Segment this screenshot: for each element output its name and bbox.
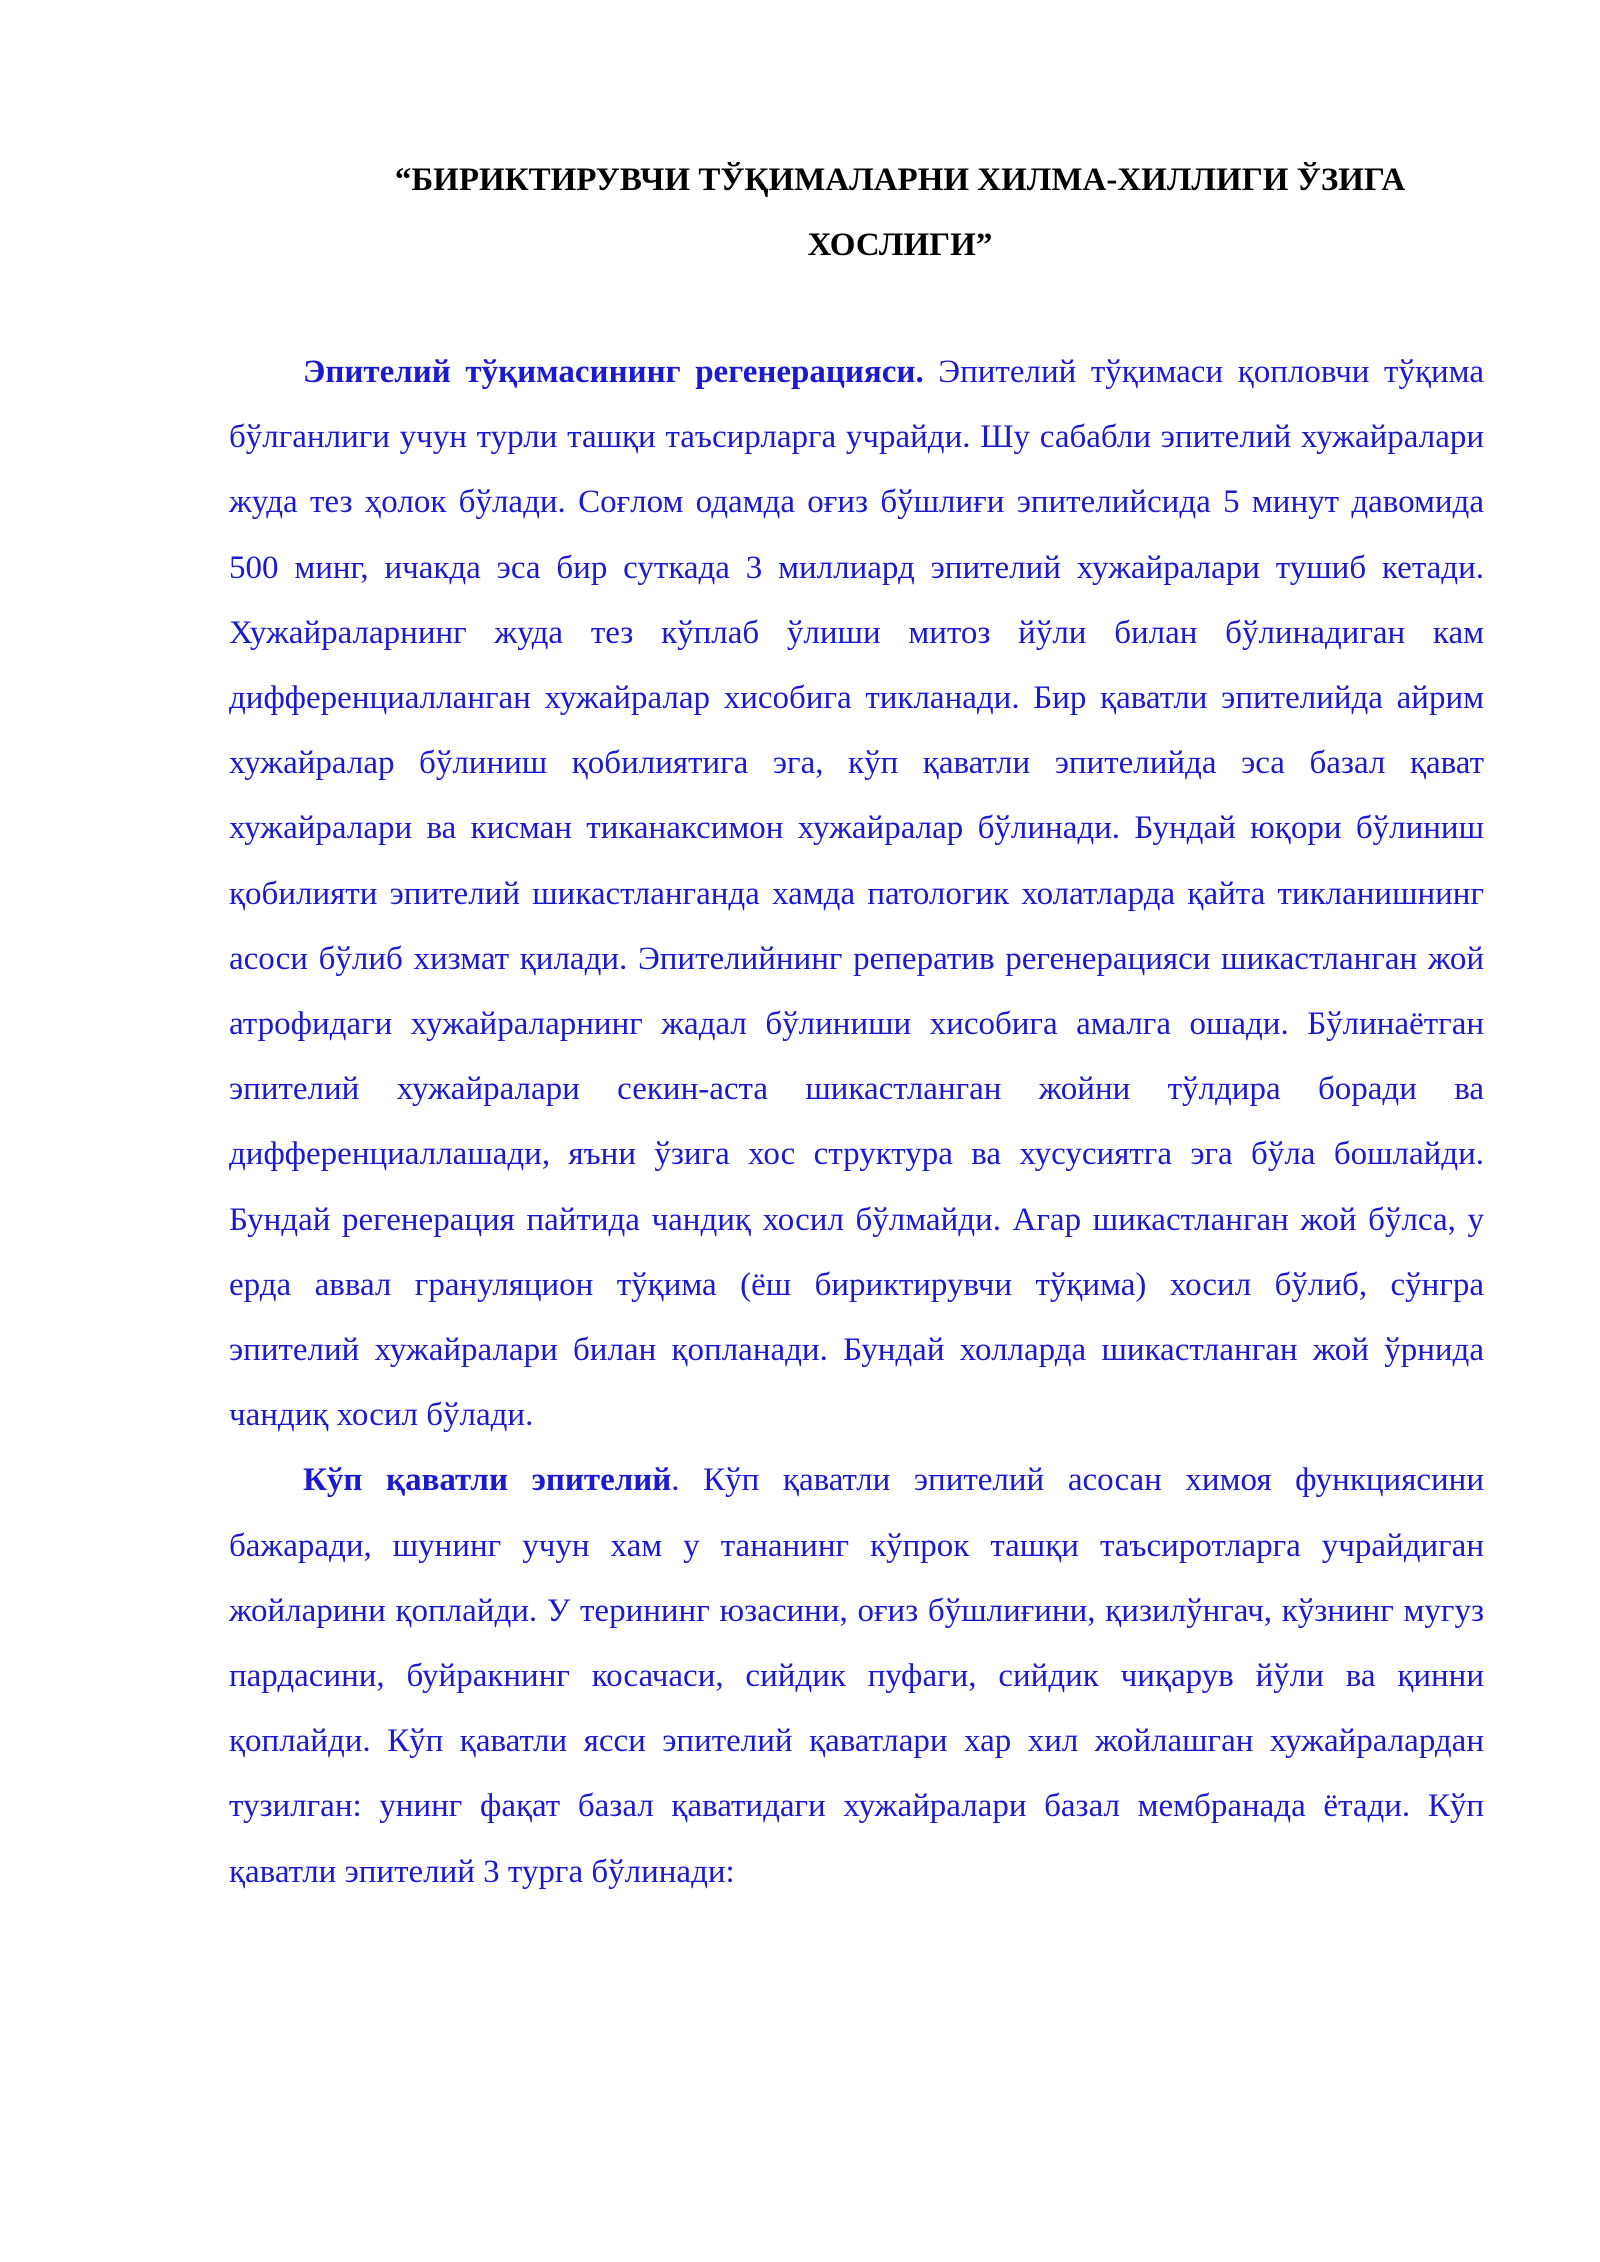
document-body: [229, 340, 1484, 1905]
paragraph-text: Эпителий тўқимаси қопловчи тўқима бўлганлиги учун турли ташқи таъсирларга учрайди. Шу сабабли эпителий хужайралари жуда тез ҳолок бўлади. Соғлом одамда оғиз бўшлиғи эпителийсида 5 минут давомида 500 минг, ичакда эса бир суткада 3 миллиард эпителий хужайралари тушиб кетади. Хужайраларнинг жуда тез кўплаб ўлиши митоз йўли билан бўлинадиган кам дифференциалланган хужайралар хисобига тикланади. Бир қаватли эпителийда айрим хужайралар бўлиниш қобилиятига эга, кўп қаватли эпителийда эса базал қават хужайралари ва кисман тиканаксимон хужайралар бўлинади. Бундай юқори бўлиниш қобилияти эпителий шикастланганда хамда патологик холатларда қайта тикланишнинг асоси бўлиб хизмат қилади. Эпителийнинг реператив регенерацияси шикастланган жой атрофидаги хужайраларнинг жадал бўлиниши хисобига амалга ошади. Бўлинаётган эпителий хужайралари секин-аста шикастланган жойни тўлдира боради ва дифференциаллашади, яъни ўзига хос структура ва хусусиятга эга бўла бошлайди. Бундай регенерация пайтида чандиқ хосил бўлмайди. Агар шикастланган жой бўлса, у ерда аввал грануляцион тўқима (ёш бириктирувчи тўқима) хосил бўлиб, сўнгра эпителий хужайралари билан қопланади. Бундай холларда шикастланган жой ўрнида чандиқ хосил бўлади.: [229, 354, 1484, 1434]
paragraph-stratified-epithelium: [229, 1448, 1484, 1904]
paragraph-epithelium-regeneration: [229, 340, 1484, 1448]
paragraph-text: Кўп қаватли эпителий асосан химоя функциясини бажаради, шунинг учун хам у тананинг кўпрок ташқи таъсиротларга учрайдиган жойларини қоплайди. У терининг юзасини, оғиз бўшлиғини, қизилўнгач, кўзнинг мугуз пардасини, буйракнинг косачаси, сийдик пуфаги, сийдик чиқарув йўли ва қинни қоплайди. Кўп қаватли ясси эпителий қаватлари хар хил жойлашган хужайралардан тузилган: унинг фақат базал қаватидаги хужайралари базал мембранада ётади. Кўп қаватли эпителий 3 турга бўлинади:: [229, 1462, 1484, 1890]
paragraph-lead-tail: .: [671, 1462, 680, 1499]
paragraph-lead-heading: Кўп қаватли эпителий: [303, 1462, 672, 1499]
paragraph-lead-heading: Эпителий тўқимасининг регенерацияси.: [303, 354, 924, 390]
document-title: “БИРИКТИРУВЧИ ТЎҚИМАЛАРНИ ХИЛМА-ХИЛЛИГИ ЎЗИГА ХОСЛИГИ”: [394, 162, 1406, 263]
